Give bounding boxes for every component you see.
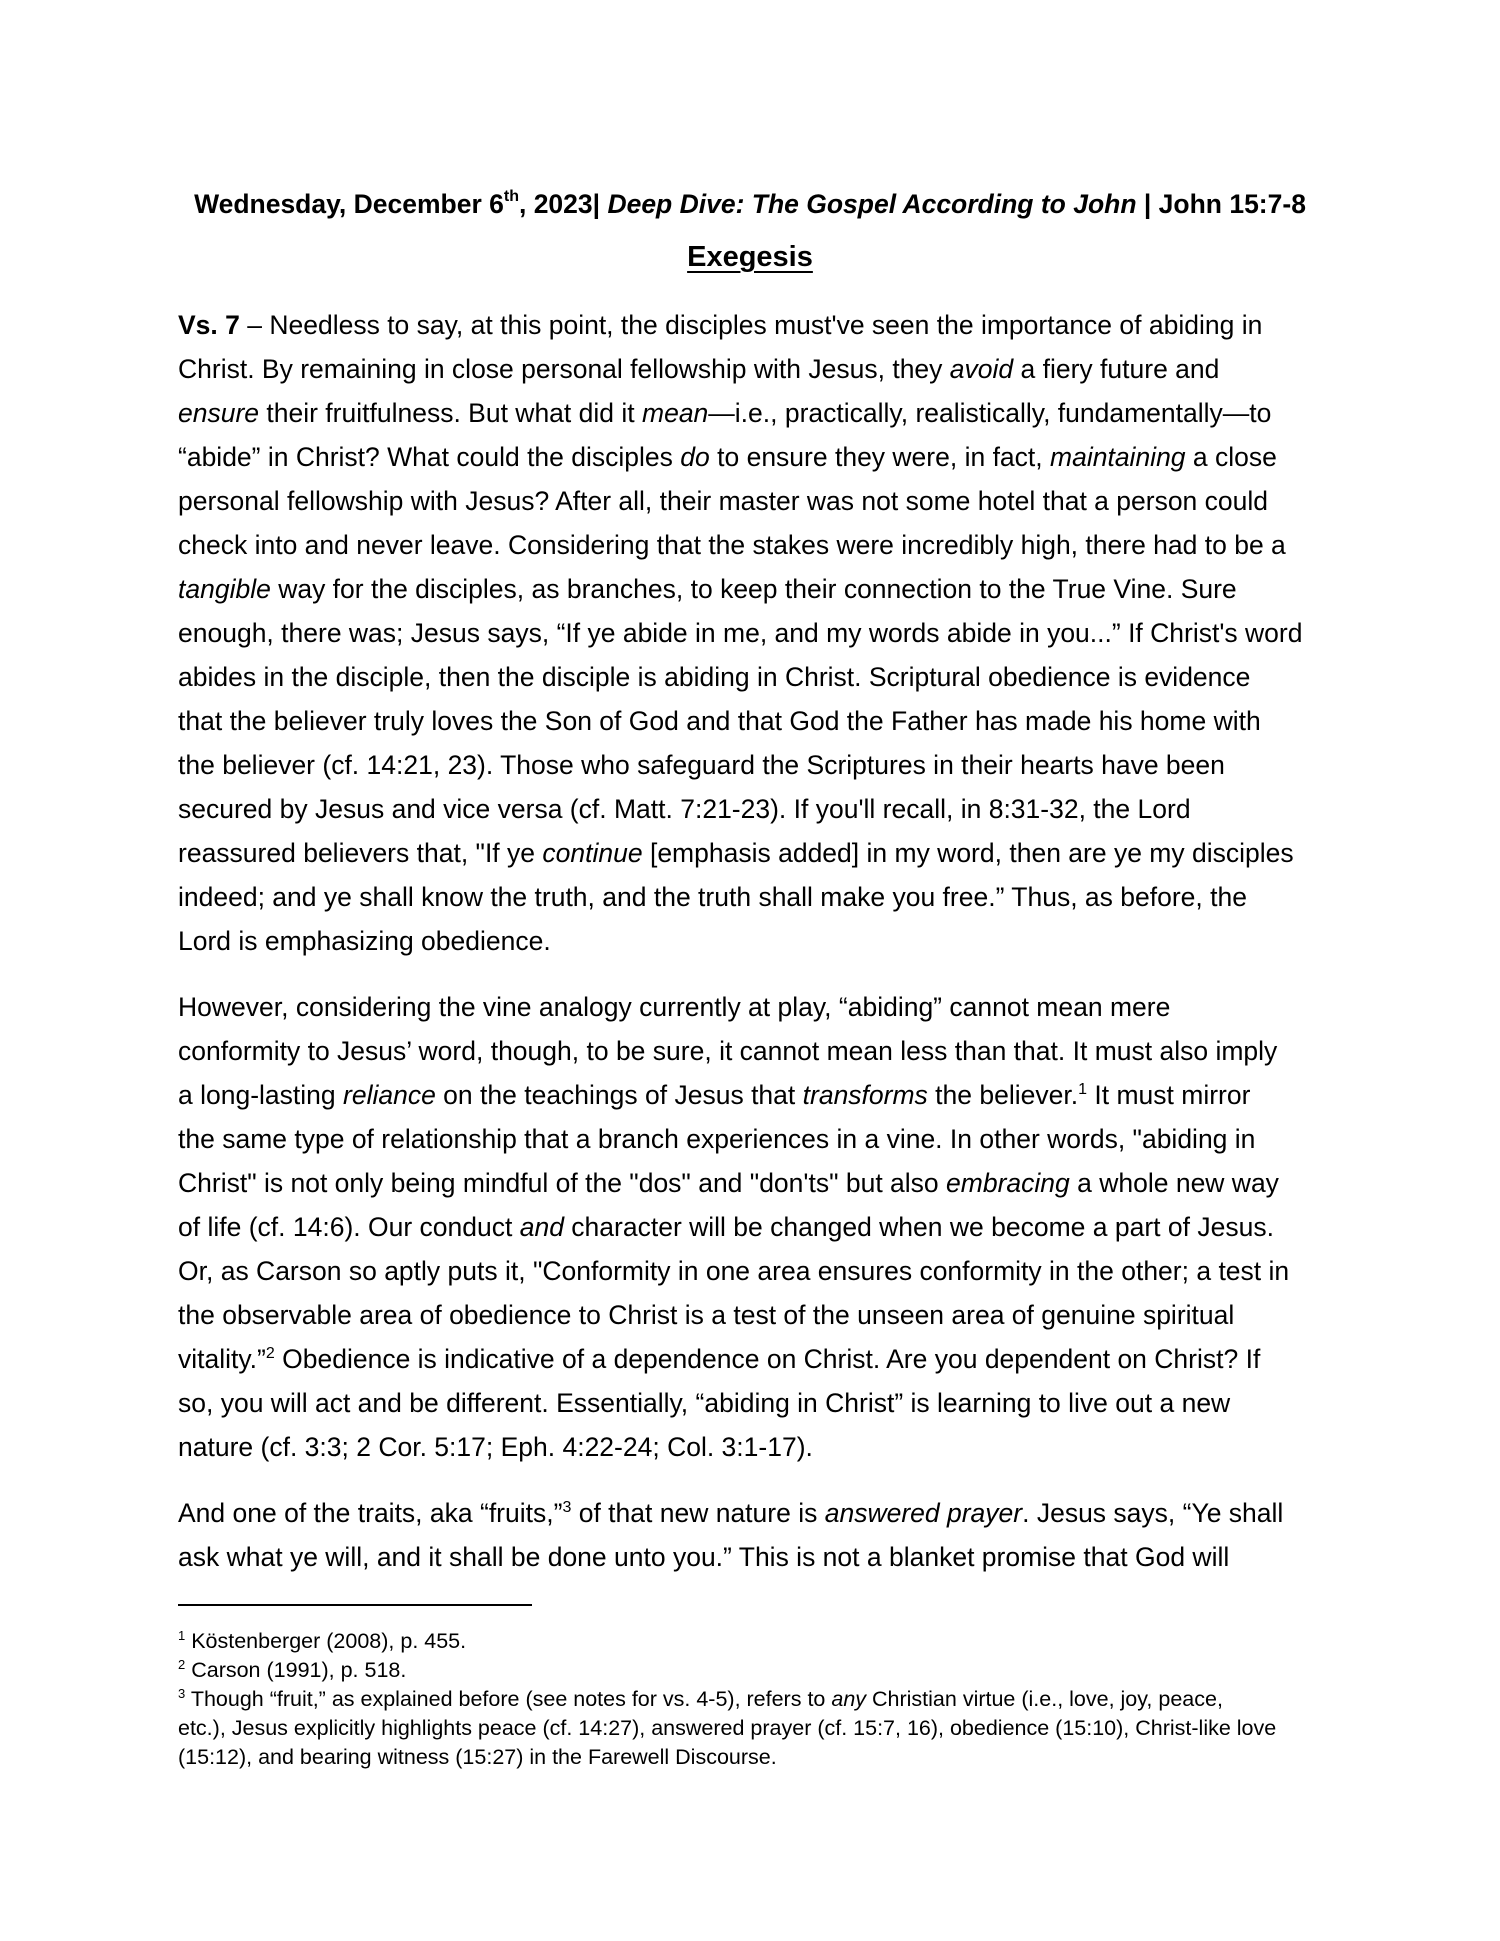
text-run: on the teachings of Jesus that xyxy=(435,1080,803,1110)
text-line xyxy=(178,1337,1338,1381)
text-line xyxy=(178,347,1338,391)
text-line: etc.), Jesus explicitly highlights peace (cf. 14:27), answered prayer (cf. 15:7, 16), obedience (15:10), Christ-like love xyxy=(178,1716,1277,1740)
text-line: check into and never leave. Considering that the stakes were incredibly high, there had to be a xyxy=(178,530,1286,560)
header-year: , 2023| xyxy=(518,189,601,219)
text-run: the believer. xyxy=(927,1080,1079,1110)
text-line: However, considering the vine analogy currently at play, “abiding” cannot mean mere xyxy=(178,992,1171,1022)
emphasis: any xyxy=(831,1687,867,1711)
text-run: character will be changed when we become a part of Jesus. xyxy=(563,1212,1274,1242)
emphasis: avoid xyxy=(949,354,1014,384)
text-line: enough, there was; Jesus says, “If ye abide in me, and my words abide in you...” If Christ's word xyxy=(178,618,1303,648)
text-run: a whole new way xyxy=(1069,1168,1279,1198)
text-run: a long-lasting xyxy=(178,1080,343,1110)
header-passage: John 15:7-8 xyxy=(1158,189,1306,219)
footnote-text: Köstenberger (2008), p. 455. xyxy=(185,1629,467,1653)
text-line: that the believer truly loves the Son of God and that God the Father has made his home with xyxy=(178,706,1261,736)
footnote-text: Christian virtue (i.e., love, joy, peace, xyxy=(866,1687,1223,1711)
text-line: abides in the disciple, then the disciple is abiding in Christ. Scriptural obedience is evidence xyxy=(178,662,1251,692)
emphasis: maintaining xyxy=(1050,442,1186,472)
text-run: . Jesus says, “Ye shall xyxy=(1022,1498,1284,1528)
footnote-2 xyxy=(178,1656,1338,1685)
emphasis: tangible xyxy=(178,574,271,604)
text-line: conformity to Jesus’ word, though, to be sure, it cannot mean less than that. It must also imply xyxy=(178,1036,1278,1066)
text-line xyxy=(178,1491,1338,1535)
text-line: the same type of relationship that a branch experiences in a vine. In other words, "abiding in xyxy=(178,1124,1256,1154)
text-run: of life (cf. 14:6). Our conduct xyxy=(178,1212,520,1242)
emphasis: and xyxy=(519,1212,564,1242)
text-line xyxy=(178,1685,1338,1714)
text-line xyxy=(178,435,1338,479)
text-run: “abide” in Christ? What could the disciples xyxy=(178,442,681,472)
footnote-3 xyxy=(178,1685,1338,1772)
text-line xyxy=(178,1161,1338,1205)
header-date-ordinal: th xyxy=(503,188,519,206)
header-date: Wednesday, December 6 xyxy=(194,189,504,219)
text-run: Christ. By remaining in close personal fellowship with Jesus, they xyxy=(178,354,950,384)
text-line xyxy=(178,391,1338,435)
text-run: Obedience is indicative of a dependence on Christ. Are you dependent on Christ? If xyxy=(274,1344,1261,1374)
text-line xyxy=(178,567,1338,611)
footnote-text: Carson (1991), p. 518. xyxy=(185,1658,407,1682)
footnote-number: 2 xyxy=(178,1656,186,1672)
page-header xyxy=(0,186,1500,222)
text-line: (15:12), and bearing witness (15:27) in the Farewell Discourse. xyxy=(178,1745,777,1769)
emphasis: reliance xyxy=(343,1080,436,1110)
text-run: —i.e., practically, realistically, fundamentally—to xyxy=(708,398,1272,428)
emphasis: mean xyxy=(642,398,709,428)
emphasis: answered prayer xyxy=(824,1498,1023,1528)
emphasis: do xyxy=(680,442,710,472)
footnote-ref-2[interactable]: 2 xyxy=(265,1345,275,1363)
text-line: Or, as Carson so aptly puts it, "Conformity in one area ensures conformity in the other; a test in xyxy=(178,1256,1290,1286)
text-run: a close xyxy=(1185,442,1277,472)
text-run: of that new nature is xyxy=(571,1498,825,1528)
text-line: so, you will act and be different. Essentially, “abiding in Christ” is learning to live out a new xyxy=(178,1388,1231,1418)
emphasis: embracing xyxy=(946,1168,1070,1198)
footnote-number: 1 xyxy=(178,1627,186,1643)
text-run: [emphasis added] in my word, then are ye my disciples xyxy=(642,838,1294,868)
verse-label: Vs. 7 xyxy=(178,310,240,340)
text-line: nature (cf. 3:3; 2 Cor. 5:17; Eph. 4:22-24; Col. 3:1-17). xyxy=(178,1432,813,1462)
text-line: secured by Jesus and vice versa (cf. Matt. 7:21-23). If you'll recall, in 8:31-32, the Lord xyxy=(178,794,1191,824)
text-line xyxy=(178,303,1338,347)
text-run: their fruitfulness. But what did it xyxy=(259,398,642,428)
text-line xyxy=(178,1073,1338,1117)
text-run: reassured believers that, "If ye xyxy=(178,838,543,868)
text-line xyxy=(178,1205,1338,1249)
footnote-text: Though “fruit,” as explained before (see notes for vs. 4-5), refers to xyxy=(185,1687,832,1711)
text-line: indeed; and ye shall know the truth, and the truth shall make you free.” Thus, as before, the xyxy=(178,882,1247,912)
text-line: the believer (cf. 14:21, 23). Those who safeguard the Scriptures in their hearts have been xyxy=(178,750,1225,780)
text-line: ask what ye will, and it shall be done unto you.” This is not a blanket promise that God will xyxy=(178,1542,1230,1572)
footnote-1 xyxy=(178,1627,1338,1656)
text-line: the observable area of obedience to Christ is a test of the unseen area of genuine spiritual xyxy=(178,1300,1235,1330)
text-run: And one of the traits, aka “fruits,” xyxy=(178,1498,563,1528)
footnote-ref-1[interactable]: 1 xyxy=(1078,1081,1087,1099)
emphasis: ensure xyxy=(178,398,260,428)
paragraph-3 xyxy=(178,1491,1338,1579)
header-separator: | xyxy=(1136,189,1159,219)
paragraph-1 xyxy=(178,303,1338,963)
text-run: It must mirror xyxy=(1087,1080,1251,1110)
page-title: Exegesis xyxy=(687,241,813,273)
text-run: Christ" is not only being mindful of the "dos" and "don'ts" but also xyxy=(178,1168,947,1198)
header-series: Deep Dive: The Gospel According to John xyxy=(607,189,1137,219)
footnote-number: 3 xyxy=(178,1685,186,1701)
footnote-separator xyxy=(178,1604,532,1606)
text-line: personal fellowship with Jesus? After all, their master was not some hotel that a person could xyxy=(178,486,1269,516)
text-run: way for the disciples, as branches, to keep their connection to the True Vine. Sure xyxy=(270,574,1237,604)
text-run: to ensure they were, in fact, xyxy=(709,442,1051,472)
paragraph-2 xyxy=(178,985,1338,1469)
text-run: a fiery future and xyxy=(1013,354,1220,384)
text-line: Lord is emphasizing obedience. xyxy=(178,926,551,956)
text-line xyxy=(178,1656,1338,1685)
text-run: – Needless to say, at this point, the disciples must've seen the importance of abiding in xyxy=(239,310,1263,340)
footnote-ref-3[interactable]: 3 xyxy=(562,1499,572,1517)
text-run: vitality.” xyxy=(178,1344,266,1374)
text-line xyxy=(178,1627,1338,1656)
text-line xyxy=(178,831,1338,875)
emphasis: continue xyxy=(542,838,643,868)
emphasis: transforms xyxy=(802,1080,928,1110)
